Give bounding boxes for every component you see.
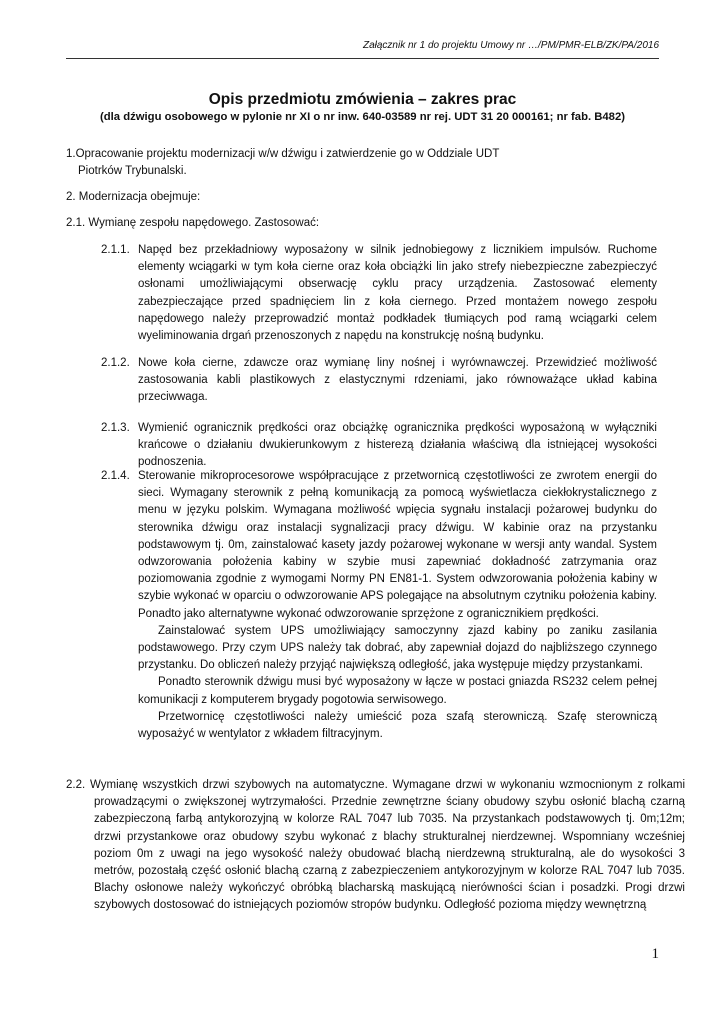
- item-number: 2.1.4.: [101, 470, 130, 482]
- header-divider: [66, 58, 659, 59]
- item-2-1-1-text: Napęd bez przekładniowy wyposażony w silnik jednobiegowy z licznikiem impulsów. Ruchome elementy wciągarki w tym koła cierne oraz koła obciążki lin jako strefy niebezpieczne zabezpieczyć osłonami umożliwiającymi obserwację cyklu pracy urządzenia. Zastosować elementy zabezpieczające przed spadnięciem lin z koła ciernego. Przed montażem nowego zespołu napędowego należy przeprowadzić montaż podkładek tłumiących pod ramą wciągarki celem wyeliminowania drgań przenoszonych z napędu na konstrukcję nośną budynku.: [138, 244, 657, 343]
- item-number: 2.1.2.: [101, 357, 130, 369]
- section-1: [66, 146, 666, 180]
- section-1-text-cont: Piotrków Trybunalski.: [78, 165, 187, 178]
- item-number: 2.1.3.: [101, 422, 130, 434]
- section-2-heading: 2. Modernizacja obejmuje:: [66, 191, 201, 203]
- item-2-1-4-para-3: Ponadto sterownik dźwigu musi być wyposażony w łącze w postaci gniazda RS232 celem pełnej komunikacji z komputerem brygady pogotowia serwisowego.: [138, 676, 657, 706]
- document-subtitle: (dla dźwigu osobowego w pylonie nr XI o nr inw. 640-03589 nr rej. UDT 31 20 000161; nr fab. B482): [99, 111, 626, 123]
- section-1-text: 1.Opracowanie projektu modernizacji w/w dźwigu i zatwierdzenie go w Oddziale UDT: [66, 148, 500, 160]
- section-2-2-text: 2.2. Wymianę wszystkich drzwi szybowych na automatyczne. Wymagane drzwi w wykonaniu wzmocnionym z rolkami prowadzącymi o zwiększonej wytrzymałości. Przednie zewnętrzne ściany obudowy szybu osłonić blachą czarną zabezpieczoną farbą antykorozyjną w kolorze RAL 7047 lub 7035. Na przystankach podstawowych tj. 0m;12m; drzwi przystankowe oraz obudowy szybu wykonać z blachy strukturalnej nierdzewnej. Wspomniany wcześniej poziom 0m z uwagi na jego wysokość należy obudować blachą nierdzewną strukturalną, ale do wysokości 3 metrów, pozostałą część osłonić blachą czarną z zabezpieczeniem antykorozyjnym w kolorze RAL 7047 lub 7035. Blachy osłonowe należy wykończyć obróbką blacharską maskującą nierówności ścian i posadzki. Progi drzwi szybowych dostosować do istniejących poziomów stropów budynku. Odległość pozioma między wewnętrzną: [66, 779, 685, 912]
- section-2-1-heading: 2.1. Wymianę zespołu napędowego. Zastosować:: [66, 217, 320, 229]
- item-2-1-4-para-4: Przetwornicę częstotliwości należy umieścić poza szafą sterowniczą. Szafę sterowniczą wyposażyć w wentylator z wkładem filtracyjnym.: [138, 710, 657, 741]
- item-2-1-4-para-2: Zainstalować system UPS umożliwiający samoczynny zjazd kabiny po zaniku zasilania podstawowego. Przy czym UPS należy tak dobrać, aby zapewniał dojazd do najbliższego czynnego przystanku. Do obliczeń należy przyjąć największą odległość, jaka występuje między przystankami.: [138, 624, 657, 672]
- item-2-1-4-text: [138, 468, 657, 743]
- item-2-1-4-para-1: Sterowanie mikroprocesorowe współpracujące z przetwornicą częstotliwości ze zwrotem energii do sieci. Wymagany sterownik z pełną komunikacją za pomocą wyświetlacza ciekłokrystalicznego z menu w języku polskim. Wymagana możliwość wpięcia sygnału instalacji pożarowej budynku do sterownika dźwigu oraz instalacji sygnalizacji pracy dźwigu. W kabinie oraz na przystanku podstawowym tj. 0m, zainstalować kasety jazdy pożarowej wykonane w wersji anty wandal. System odwzorowania położenia kabiny w szybie musi zapewniać dokładność zatrzymania oraz poziomowania zgodnie z wymogami Normy PN EN81-1. System odwzorowania położenia kabiny w szybie wykonać w oparciu o odwzorowanie APS polegające na absolutnym czytniku położenia kabiny. Ponadto jako alternatywne wykonać odwzorowanie sprzężone z ogranicznikiem prędkości.: [138, 470, 657, 620]
- item-number: 2.1.1.: [101, 244, 130, 256]
- item-2-1-3-text: Wymienić ogranicznik prędkości oraz obciążkę ogranicznika prędkości wyposażoną w wyłączniki krańcowe o działaniu dwukierunkowym z histerezą działania właściwą dla istniejącej wysokości podnoszenia.: [138, 422, 657, 469]
- item-2-1-2-text: Nowe koła cierne, zdawcze oraz wymianę liny nośnej i wyrównawczej. Przewidzieć możliwość zastosowania kabli plastikowych z elastycznymi rdzeniami, jako równoważące układ kabina przeciwwaga.: [138, 357, 657, 404]
- document-title: Opis przedmiotu zmówienia – zakres prac: [208, 91, 517, 108]
- header-note: Załącznik nr 1 do projektu Umowy nr …/PM/PMR-ELB/ZK/PA/2016: [362, 40, 659, 51]
- page-number: 1: [651, 946, 659, 962]
